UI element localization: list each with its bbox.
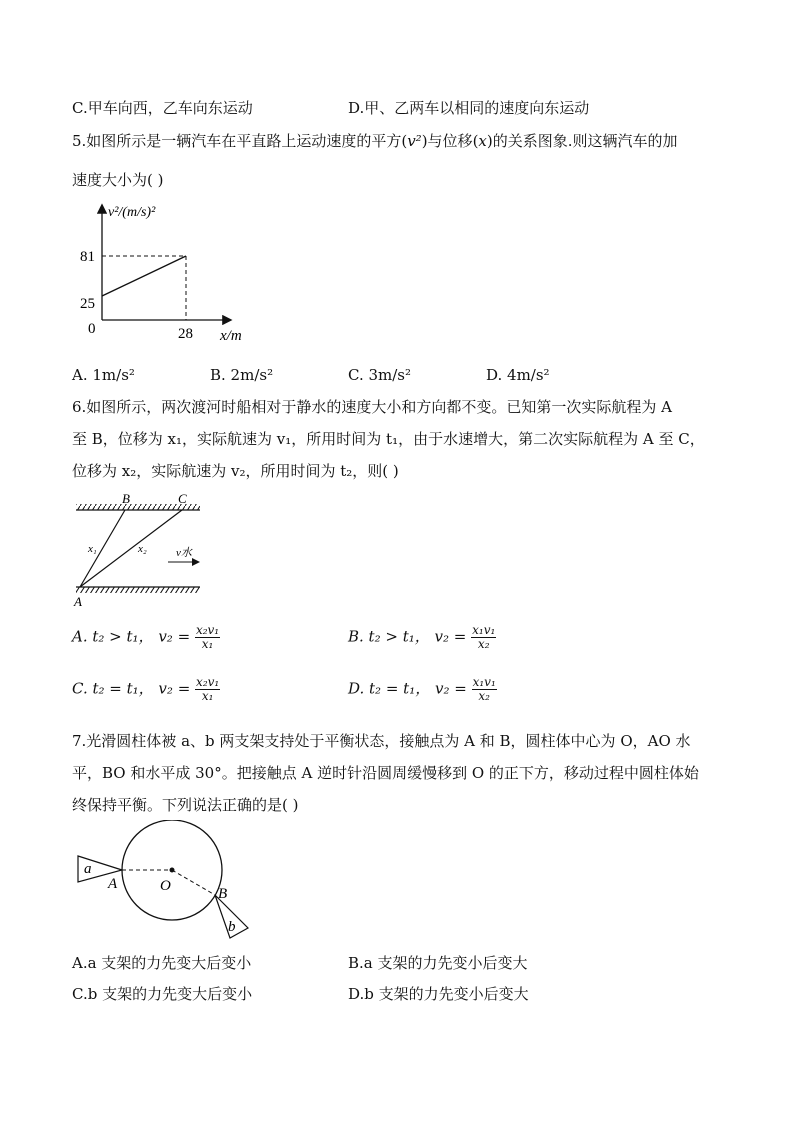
q5-option-d: D. 4m/s²: [486, 366, 550, 384]
q5-data-line: [102, 256, 186, 296]
q6-option-c: [72, 676, 220, 703]
q6-stem-line2: 至 B，位移为 x₁，实际航速为 v₁，所用时间为 t₁，由于水速增大，第二次实际航程为 A 至 C，: [72, 430, 705, 448]
q5-x-tick-28: 28: [178, 326, 193, 342]
q5-stem-line1: 5.如图所示是一辆汽车在平直路上运动速度的平方(v²)与位移(x)的关系图象.则这辆汽车的加: [72, 132, 678, 150]
q6-option-b-prefix: B. t₂ > t₁， v₂ =: [348, 627, 467, 646]
q5-stem-x: x: [478, 132, 487, 150]
q4-option-d: D.甲、乙两车以相同的速度向东运动: [348, 99, 590, 117]
q6-stem-line1: 6.如图所示，两次渡河时船相对于静水的速度大小和方向都不变。已知第一次实际航程为 A: [72, 398, 672, 416]
q6-label-a: A: [74, 594, 82, 609]
q6-option-c-prefix: C. t₂ = t₁， v₂ =: [72, 679, 191, 698]
q5-origin-label: 0: [88, 321, 96, 337]
q6-option-c-den: x₁: [201, 689, 214, 703]
q6-label-x1: x₁: [88, 543, 97, 555]
q7-label-O: O: [160, 878, 171, 894]
q7-label-a-support: a: [84, 861, 92, 877]
q6-option-a-num: x₂v₁: [195, 623, 220, 637]
q7-dashed-BO: [172, 870, 215, 895]
q5-stem-part1: 5.如图所示是一辆汽车在平直路上运动速度的平方: [72, 132, 402, 150]
q7-option-b: B.a 支架的力先变小后变大: [348, 954, 528, 972]
q5-v2-x-graph: [70, 198, 270, 348]
q6-label-vwater: v水: [176, 547, 192, 559]
q7-label-B: B: [218, 886, 228, 902]
q7-label-A: A: [108, 876, 118, 892]
q6-label-b: B: [122, 491, 130, 506]
q6-label-c: C: [178, 491, 187, 506]
q5-x-axis-label: x/m: [220, 328, 242, 344]
q7-stem-line1: 7.光滑圆柱体被 a、b 两支架支持处于平衡状态，接触点为 A 和 B，圆柱体中心为 O，AO 水: [72, 732, 691, 750]
q5-y-tick-81: 81: [80, 249, 95, 265]
q6-path-ab: [80, 510, 125, 587]
q6-option-a: [72, 624, 220, 651]
q7-option-d: D.b 支架的力先变小后变大: [348, 985, 529, 1003]
q6-option-b-den: x₂: [477, 637, 490, 651]
q7-cylinder-diagram: [70, 820, 260, 945]
q5-y-tick-25: 25: [80, 296, 95, 312]
q7-stem-line3: 终保持平衡。下列说法正确的是( ): [72, 796, 299, 814]
q5-option-a: A. 1m/s²: [72, 366, 135, 384]
q5-stem-part3: 的关系图象.则这辆汽车的加: [492, 132, 678, 150]
q6-option-c-num: x₂v₁: [196, 675, 220, 689]
q6-option-d-fraction: [472, 676, 497, 703]
q6-option-d-prefix: D. t₂ = t₁， v₂ =: [348, 679, 467, 698]
q6-river-diagram: [70, 490, 210, 610]
q5-option-b: B. 2m/s²: [210, 366, 274, 384]
q6-bottom-bank-hatching: [76, 587, 200, 593]
q4-option-c: C.甲车向西，乙车向东运动: [72, 99, 253, 117]
q6-option-c-fraction: [195, 676, 220, 703]
q7-label-b-support: b: [228, 919, 236, 935]
q6-option-b-fraction: [471, 624, 496, 651]
q7-option-a: A.a 支架的力先变大后变小: [72, 954, 252, 972]
q6-option-b: [348, 624, 496, 651]
q5-y-axis-label: v²/(m/s)²: [108, 205, 156, 220]
q5-option-c: C. 3m/s²: [348, 366, 412, 384]
q6-option-a-prefix: A. t₂ > t₁， v₂ =: [72, 627, 191, 646]
q6-option-a-fraction: [195, 624, 220, 651]
q6-option-d-num: x₁v₁: [472, 675, 496, 689]
q7-option-c: C.b 支架的力先变大后变小: [72, 985, 253, 1003]
q6-option-a-den: x₁: [201, 637, 214, 651]
q6-stem-line3: 位移为 x₂，实际航速为 v₂，所用时间为 t₂，则( ): [72, 462, 399, 480]
q5-stem-part2: 与位移: [427, 132, 473, 150]
q5-stem-v2: v²: [407, 132, 422, 150]
q6-option-d: [348, 676, 497, 703]
q6-option-d-den: x₂: [478, 689, 490, 703]
q5-stem-line2: 速度大小为( ): [72, 171, 164, 189]
q6-label-x2: x₂: [138, 543, 147, 555]
q7-stem-line2: 平，BO 和水平成 30°。把接触点 A 逆时针沿圆周缓慢移到 O 的正下方，移动过程中圆柱体始: [72, 764, 699, 782]
q6-option-b-num: x₁v₁: [472, 623, 496, 637]
